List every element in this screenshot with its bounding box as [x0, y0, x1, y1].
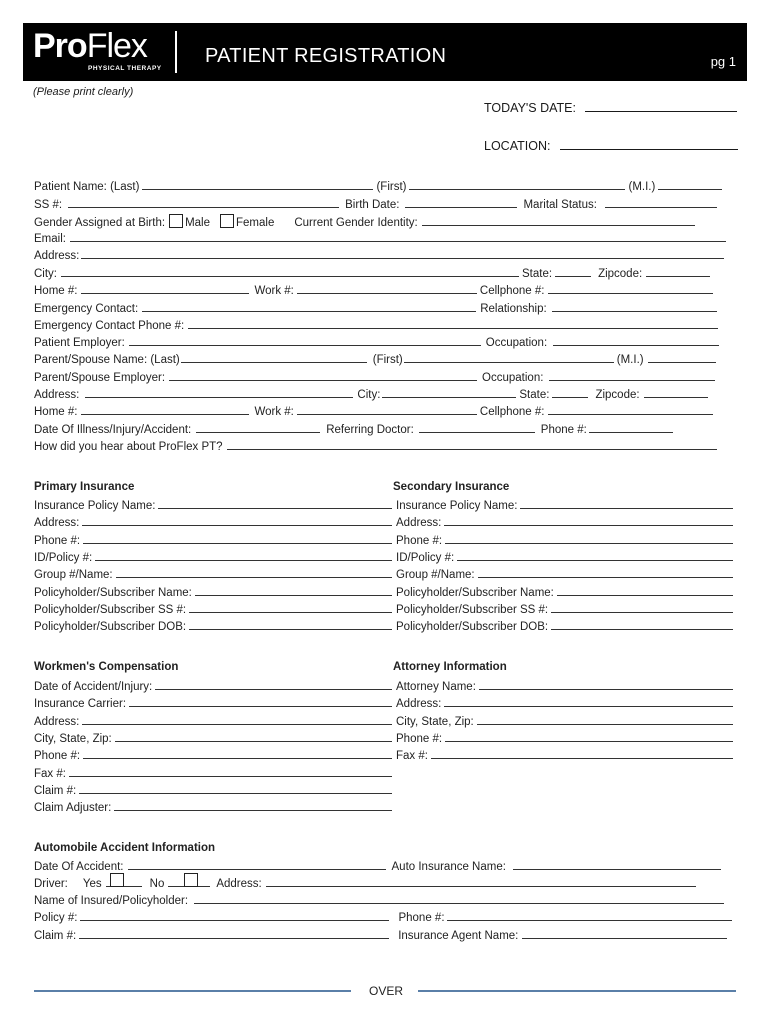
primary-insurance-field-input[interactable]: [83, 533, 392, 544]
heard-row: [34, 439, 717, 454]
primary-insurance-field-input[interactable]: [195, 585, 392, 596]
primary-insurance-field-input[interactable]: [189, 619, 392, 630]
workmens-field-row: [34, 800, 392, 815]
agent-input[interactable]: [522, 928, 727, 939]
workmens-field-input[interactable]: [83, 748, 392, 759]
city-row: [34, 266, 710, 281]
address-input[interactable]: [81, 248, 724, 259]
insured-row: [34, 893, 724, 908]
secondary-insurance-field-label: Policyholder/Subscriber Name:: [396, 586, 554, 599]
state-input[interactable]: [555, 266, 591, 277]
secondary-insurance-field-label: Policyholder/Subscriber DOB:: [396, 621, 549, 634]
attorney-field-input[interactable]: [431, 748, 733, 759]
ss-input[interactable]: [68, 197, 339, 208]
zip2-label: Zipcode:: [595, 389, 640, 401]
logo-text-pro: Pro: [33, 27, 87, 65]
occupation-label: Occupation:: [485, 337, 548, 349]
auto-accident-title: Automobile Accident Information: [34, 842, 216, 854]
home-phone-input[interactable]: [81, 283, 249, 294]
auto-claim-label: Claim #:: [34, 930, 77, 942]
email-input[interactable]: [70, 231, 726, 242]
home2-label: Home #:: [34, 406, 78, 418]
primary-insurance-field-row: [34, 619, 392, 634]
marital-label: Marital Status:: [523, 199, 597, 211]
auto-date-input[interactable]: [128, 859, 386, 870]
parent-first-input[interactable]: [404, 352, 614, 363]
secondary-insurance-field-row: [396, 585, 733, 600]
cellphone-label: Cellphone #:: [479, 285, 545, 297]
over-label: OVER: [369, 984, 404, 998]
todays-date-field[interactable]: [484, 101, 737, 115]
auto-phone-input[interactable]: [447, 910, 732, 921]
patient-first-input[interactable]: [409, 179, 625, 190]
workmens-field-row: [34, 696, 392, 711]
state-label: State:: [522, 268, 553, 280]
workmens-field-row: [34, 783, 392, 798]
referring-label: Referring Doctor:: [326, 424, 414, 436]
attorney-field-row: [396, 714, 733, 729]
work-phone-label: Work #:: [254, 285, 294, 297]
form-header: [23, 23, 747, 81]
secondary-insurance-field-row: [396, 619, 733, 634]
primary-insurance-field-label: Insurance Policy Name:: [34, 500, 156, 512]
address2-row: [34, 387, 708, 402]
parent-first-label: (First): [372, 354, 403, 366]
secondary-insurance-field-input[interactable]: [551, 619, 733, 630]
parent-mi-label: (M.I.): [616, 354, 644, 366]
logo-text-flex: Flex: [86, 27, 147, 65]
primary-insurance-field-label: Policyholder/Subscriber DOB:: [34, 621, 187, 634]
workmens-field-label: Fax #:: [34, 767, 66, 780]
gender-identity-label: Current Gender Identity:: [294, 217, 418, 229]
attorney-field-label: City, State, Zip:: [396, 715, 474, 728]
logo-subtitle: PHYSICAL THERAPY: [88, 65, 162, 72]
proflex-logo: [33, 27, 162, 72]
attorney-field-label: Fax #:: [396, 750, 428, 763]
attorney-field-label: Address:: [396, 698, 442, 711]
work2-input[interactable]: [297, 404, 477, 415]
primary-insurance-field-row: [34, 567, 392, 582]
print-instructions: (Please print clearly): [33, 86, 134, 98]
ss-label: SS #:: [34, 199, 63, 211]
footer-rule-right: [418, 990, 736, 992]
workmens-field-label: Claim #:: [34, 784, 77, 797]
header-divider: [175, 31, 177, 73]
parent-employer-input[interactable]: [169, 370, 477, 381]
parent-name-row: [34, 352, 716, 367]
auto-phone-label: Phone #:: [398, 912, 445, 924]
driver-address-input[interactable]: [266, 876, 696, 887]
page-number: pg 1: [710, 54, 736, 69]
male-label: Male: [185, 217, 210, 229]
auto-policy-input[interactable]: [80, 910, 389, 921]
emergency-phone-row: [34, 318, 718, 333]
city2-label: City:: [357, 389, 381, 401]
heard-input[interactable]: [227, 439, 717, 450]
insured-input[interactable]: [194, 893, 724, 904]
attorney-field-row: [396, 731, 733, 746]
driver-yes-label: Yes: [82, 878, 102, 890]
city-input[interactable]: [61, 266, 519, 277]
secondary-insurance-field-label: Address:: [396, 517, 442, 530]
address2-input[interactable]: [85, 387, 353, 398]
claim-row: [34, 928, 727, 943]
workmens-field-row: [34, 714, 392, 729]
patient-last-label: Patient Name: (Last): [34, 181, 140, 193]
workmens-field-row: [34, 731, 392, 746]
secondary-insurance-field-row: [396, 602, 733, 617]
city-label: City:: [34, 268, 57, 280]
driver-no-line: [168, 876, 210, 887]
phones2-row: [34, 404, 713, 419]
home2-input[interactable]: [81, 404, 249, 415]
primary-insurance-field-row: [34, 602, 392, 617]
workmens-field-input[interactable]: [79, 783, 392, 794]
workmens-field-label: City, State, Zip:: [34, 732, 112, 745]
home-phone-label: Home #:: [34, 285, 78, 297]
birth-date-label: Birth Date:: [345, 199, 400, 211]
birth-date-input[interactable]: [405, 197, 517, 208]
workmens-field-label: Phone #:: [34, 750, 81, 763]
footer-rule-left: [34, 990, 351, 992]
gender-row: [34, 214, 695, 229]
address2-label: Address:: [34, 389, 80, 401]
patient-last-input[interactable]: [142, 179, 373, 190]
secondary-insurance-field-input[interactable]: [444, 515, 733, 526]
auto-claim-input[interactable]: [79, 928, 389, 939]
driver-yes-checkbox[interactable]: [110, 873, 124, 887]
primary-insurance-field-input[interactable]: [158, 498, 392, 509]
gender-label: Gender Assigned at Birth:: [34, 217, 166, 229]
emergency-contact-label: Emergency Contact:: [34, 303, 139, 315]
workmens-field-row: [34, 679, 392, 694]
workmens-field-label: Address:: [34, 715, 80, 728]
work-phone-input[interactable]: [297, 283, 477, 294]
email-row: [34, 231, 726, 246]
female-checkbox[interactable]: [220, 214, 234, 228]
attorney-info-title: Attorney Information: [393, 661, 507, 673]
secondary-insurance-field-row: [396, 567, 733, 582]
employer-row: [34, 335, 719, 350]
primary-insurance-field-label: Group #/Name:: [34, 569, 113, 582]
primary-insurance-field-input[interactable]: [82, 515, 392, 526]
todays-date-label: TODAY'S DATE:: [484, 101, 576, 115]
patient-mi-label: (M.I.): [628, 181, 656, 193]
primary-insurance-field-row: [34, 515, 392, 530]
employer-label: Patient Employer:: [34, 337, 125, 349]
secondary-insurance-field-label: Group #/Name:: [396, 569, 475, 582]
workmens-comp-title: Workmen's Compensation: [34, 661, 179, 673]
workmens-field-row: [34, 748, 392, 763]
parent-last-input[interactable]: [181, 352, 367, 363]
state2-input[interactable]: [552, 387, 588, 398]
patient-name-row: [34, 179, 722, 194]
secondary-insurance-field-label: ID/Policy #:: [396, 551, 455, 564]
secondary-insurance-field-label: Phone #:: [396, 534, 443, 547]
primary-insurance-field-input[interactable]: [116, 567, 392, 578]
cell2-label: Cellphone #:: [479, 406, 545, 418]
patient-first-label: (First): [376, 181, 407, 193]
attorney-field-label: Phone #:: [396, 732, 443, 745]
gender-identity-input[interactable]: [422, 215, 695, 226]
workmens-field-label: Date of Accident/Injury:: [34, 681, 153, 693]
driver-yes-line: [106, 876, 142, 887]
heard-label: How did you hear about ProFlex PT?: [34, 441, 223, 453]
secondary-insurance-field-input[interactable]: [445, 533, 733, 544]
secondary-insurance-field-label: Insurance Policy Name:: [396, 500, 518, 512]
workmens-field-input[interactable]: [115, 731, 392, 742]
secondary-insurance-field-input[interactable]: [457, 550, 733, 561]
emergency-phone-label: Emergency Contact Phone #:: [34, 320, 185, 332]
secondary-insurance-field-label: Policyholder/Subscriber SS #:: [396, 603, 549, 616]
secondary-insurance-field-row: [396, 498, 733, 513]
secondary-insurance-field-input[interactable]: [557, 585, 733, 596]
attorney-field-input[interactable]: [477, 714, 733, 725]
parent-occupation-input[interactable]: [549, 370, 715, 381]
auto-insurance-input[interactable]: [513, 859, 721, 870]
marital-input[interactable]: [605, 197, 717, 208]
secondary-insurance-field-row: [396, 515, 733, 530]
attorney-field-input[interactable]: [445, 731, 733, 742]
employer-input[interactable]: [129, 335, 481, 346]
workmens-field-input[interactable]: [129, 696, 392, 707]
cellphone-input[interactable]: [548, 283, 713, 294]
primary-insurance-field-label: Address:: [34, 517, 80, 530]
secondary-insurance-field-row: [396, 533, 733, 548]
primary-insurance-title: Primary Insurance: [34, 481, 135, 493]
primary-insurance-field-label: ID/Policy #:: [34, 551, 93, 564]
female-label: Female: [236, 217, 275, 229]
primary-insurance-field-row: [34, 585, 392, 600]
attorney-field-input[interactable]: [444, 696, 733, 707]
workmens-field-input[interactable]: [82, 714, 392, 725]
secondary-insurance-field-input[interactable]: [551, 602, 733, 613]
phones-row: [34, 283, 713, 298]
address-label: Address:: [34, 250, 80, 262]
driver-label: Driver:: [34, 878, 68, 890]
location-label: LOCATION:: [484, 139, 551, 153]
patient-mi-input[interactable]: [658, 179, 722, 190]
driver-address-label: Address:: [216, 878, 262, 890]
location-line[interactable]: [560, 139, 738, 150]
auto-date-label: Date Of Accident:: [34, 861, 124, 873]
male-checkbox[interactable]: [169, 214, 183, 228]
policy-row: [34, 910, 732, 925]
emergency-contact-input[interactable]: [142, 301, 476, 312]
driver-no-label: No: [149, 878, 165, 890]
todays-date-line[interactable]: [585, 101, 737, 112]
relationship-label: Relationship:: [480, 303, 547, 315]
agent-label: Insurance Agent Name:: [398, 930, 519, 942]
attorney-field-input[interactable]: [479, 679, 733, 690]
ss-birth-row: [34, 197, 717, 212]
workmens-field-input[interactable]: [69, 766, 392, 777]
secondary-insurance-field-input[interactable]: [478, 567, 733, 578]
auto-insurance-label: Auto Insurance Name:: [391, 861, 506, 873]
secondary-insurance-title: Secondary Insurance: [393, 481, 510, 493]
parent-employer-row: [34, 370, 715, 385]
attorney-field-row: [396, 696, 733, 711]
occupation-input[interactable]: [553, 335, 719, 346]
referring-phone-input[interactable]: [589, 422, 673, 433]
secondary-insurance-field-input[interactable]: [520, 498, 733, 509]
primary-insurance-field-label: Policyholder/Subscriber Name:: [34, 586, 192, 599]
referring-input[interactable]: [419, 422, 535, 433]
zip-input[interactable]: [646, 266, 710, 277]
primary-insurance-field-input[interactable]: [95, 550, 392, 561]
emergency-phone-input[interactable]: [188, 318, 718, 329]
address-row: [34, 248, 724, 263]
primary-insurance-field-input[interactable]: [189, 602, 392, 613]
primary-insurance-field-row: [34, 498, 392, 513]
attorney-field-row: [396, 748, 733, 763]
parent-employer-label: Parent/Spouse Employer:: [34, 372, 166, 384]
insured-label: Name of Insured/Policyholder:: [34, 895, 189, 907]
location-field[interactable]: [484, 139, 738, 153]
workmens-field-input[interactable]: [114, 800, 392, 811]
primary-insurance-field-label: Phone #:: [34, 534, 81, 547]
cell2-input[interactable]: [548, 404, 713, 415]
work2-label: Work #:: [254, 406, 294, 418]
workmens-field-label: Claim Adjuster:: [34, 802, 112, 815]
attorney-field-label: Attorney Name:: [396, 681, 476, 693]
workmens-field-label: Insurance Carrier:: [34, 698, 127, 711]
city2-input[interactable]: [382, 387, 516, 398]
parent-occupation-label: Occupation:: [482, 372, 544, 384]
relationship-input[interactable]: [552, 301, 717, 312]
emergency-row: [34, 301, 717, 316]
primary-insurance-field-label: Policyholder/Subscriber SS #:: [34, 603, 187, 616]
form-title: PATIENT REGISTRATION: [205, 45, 447, 67]
auto-policy-label: Policy #:: [34, 912, 78, 924]
primary-insurance-field-row: [34, 533, 392, 548]
parent-mi-input[interactable]: [648, 352, 716, 363]
driver-no-checkbox[interactable]: [184, 873, 198, 887]
illness-date-label: Date Of Illness/Injury/Accident:: [34, 424, 192, 436]
workmens-field-row: [34, 766, 392, 781]
state2-label: State:: [519, 389, 550, 401]
zip2-input[interactable]: [644, 387, 708, 398]
primary-insurance-field-row: [34, 550, 392, 565]
driver-row: [34, 876, 696, 891]
illness-date-input[interactable]: [196, 422, 320, 433]
zip-label: Zipcode:: [598, 268, 643, 280]
parent-last-label: Parent/Spouse Name: (Last): [34, 354, 180, 366]
email-label: Email:: [34, 233, 66, 245]
secondary-insurance-field-row: [396, 550, 733, 565]
auto-date-row: [34, 859, 721, 874]
referring-phone-label: Phone #:: [540, 424, 587, 436]
attorney-field-row: [396, 679, 733, 694]
illness-row: [34, 422, 673, 437]
workmens-field-input[interactable]: [155, 679, 392, 690]
